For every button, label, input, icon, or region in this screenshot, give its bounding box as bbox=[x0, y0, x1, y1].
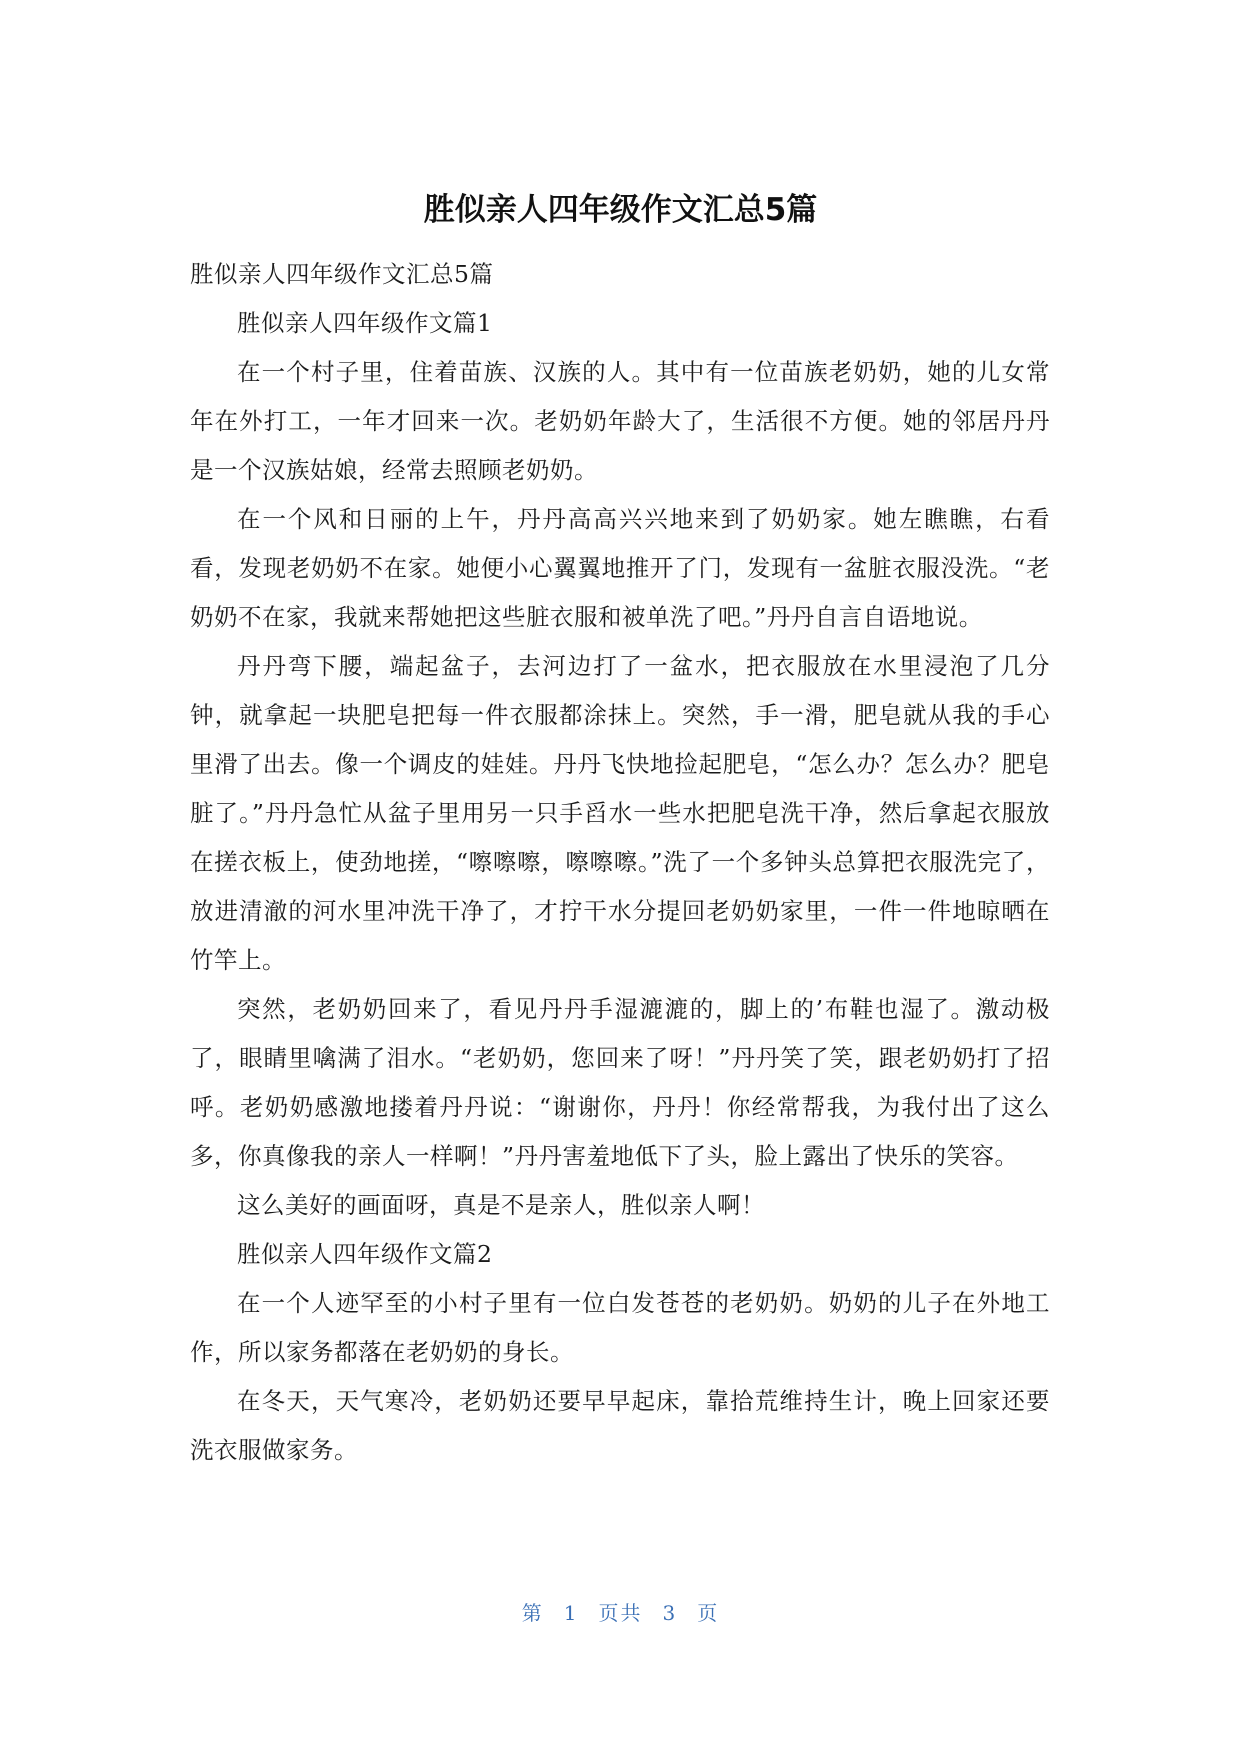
section-heading: 胜似亲人四年级作文篇2 bbox=[237, 1240, 493, 1268]
paragraph: 丹丹弯下腰，端起盆子，去河边打了一盆水，把衣服放在水里浸泡了几分钟，就拿起一块肥皂把每一件衣服都涂抹上。突然，手一滑，肥皂就从我的手心里滑了出去。像一个调皮的娃娃。丹丹飞快地捡起肥皂，“怎么办？怎么办？肥皂脏了。”丹丹急忙从盆子里用另一只手舀水一些水把肥皂洗干净，然后拿起衣服放在搓衣板上，使劲地搓，“嚓嚓嚓，嚓嚓嚓。”洗了一个多钟头总算把衣服洗完了，放进清澈的河水里冲洗干净了，才拧干水分提回老奶奶家里，一件一件地晾晒在竹竿上。 bbox=[190, 652, 1050, 974]
paragraph: 在一个风和日丽的上午，丹丹高高兴兴地来到了奶奶家。她左瞧瞧，右看看，发现老奶奶不在家。她便小心翼翼地推开了门，发现有一盆脏衣服没洗。“老奶奶不在家，我就来帮她把这些脏衣服和被单洗了吧。”丹丹自言自语地说。 bbox=[190, 505, 1050, 631]
paragraph: 突然，老奶奶回来了，看见丹丹手湿漉漉的，脚上的’布鞋也湿了。激动极了，眼睛里噙满了泪水。“老奶奶，您回来了呀！”丹丹笑了笑，跟老奶奶打了招呼。老奶奶感激地搂着丹丹说：“谢谢你，丹丹！你经常帮我，为我付出了这么多，你真像我的亲人一样啊！”丹丹害羞地低下了头，脸上露出了快乐的笑容。 bbox=[190, 995, 1050, 1170]
current-page-number: 1 bbox=[563, 1601, 579, 1625]
page-footer bbox=[0, 1598, 1241, 1628]
footer-prefix: 第 bbox=[521, 1601, 544, 1625]
footer-middle: 页共 bbox=[598, 1601, 643, 1625]
paragraph: 在一个人迹罕至的小村子里有一位白发苍苍的老奶奶。奶奶的儿子在外地工作，所以家务都落在老奶奶的身长。 bbox=[190, 1289, 1050, 1366]
section-heading: 胜似亲人四年级作文篇1 bbox=[237, 309, 493, 337]
footer-suffix: 页 bbox=[697, 1601, 720, 1625]
paragraph: 胜似亲人四年级作文汇总5篇 bbox=[190, 260, 494, 288]
document-body bbox=[190, 250, 1050, 1475]
paragraph: 在一个村子里，住着苗族、汉族的人。其中有一位苗族老奶奶，她的儿女常年在外打工，一年才回来一次。老奶奶年龄大了，生活很不方便。她的邻居丹丹是一个汉族姑娘，经常去照顾老奶奶。 bbox=[190, 358, 1050, 484]
document-title: 胜似亲人四年级作文汇总5篇 bbox=[423, 192, 818, 228]
total-pages-number: 3 bbox=[662, 1601, 678, 1625]
paragraph: 在冬天，天气寒冷，老奶奶还要早早起床，靠拾荒维持生计，晚上回家还要洗衣服做家务。 bbox=[190, 1387, 1050, 1464]
paragraph: 这么美好的画面呀，真是不是亲人，胜似亲人啊！ bbox=[237, 1191, 765, 1219]
